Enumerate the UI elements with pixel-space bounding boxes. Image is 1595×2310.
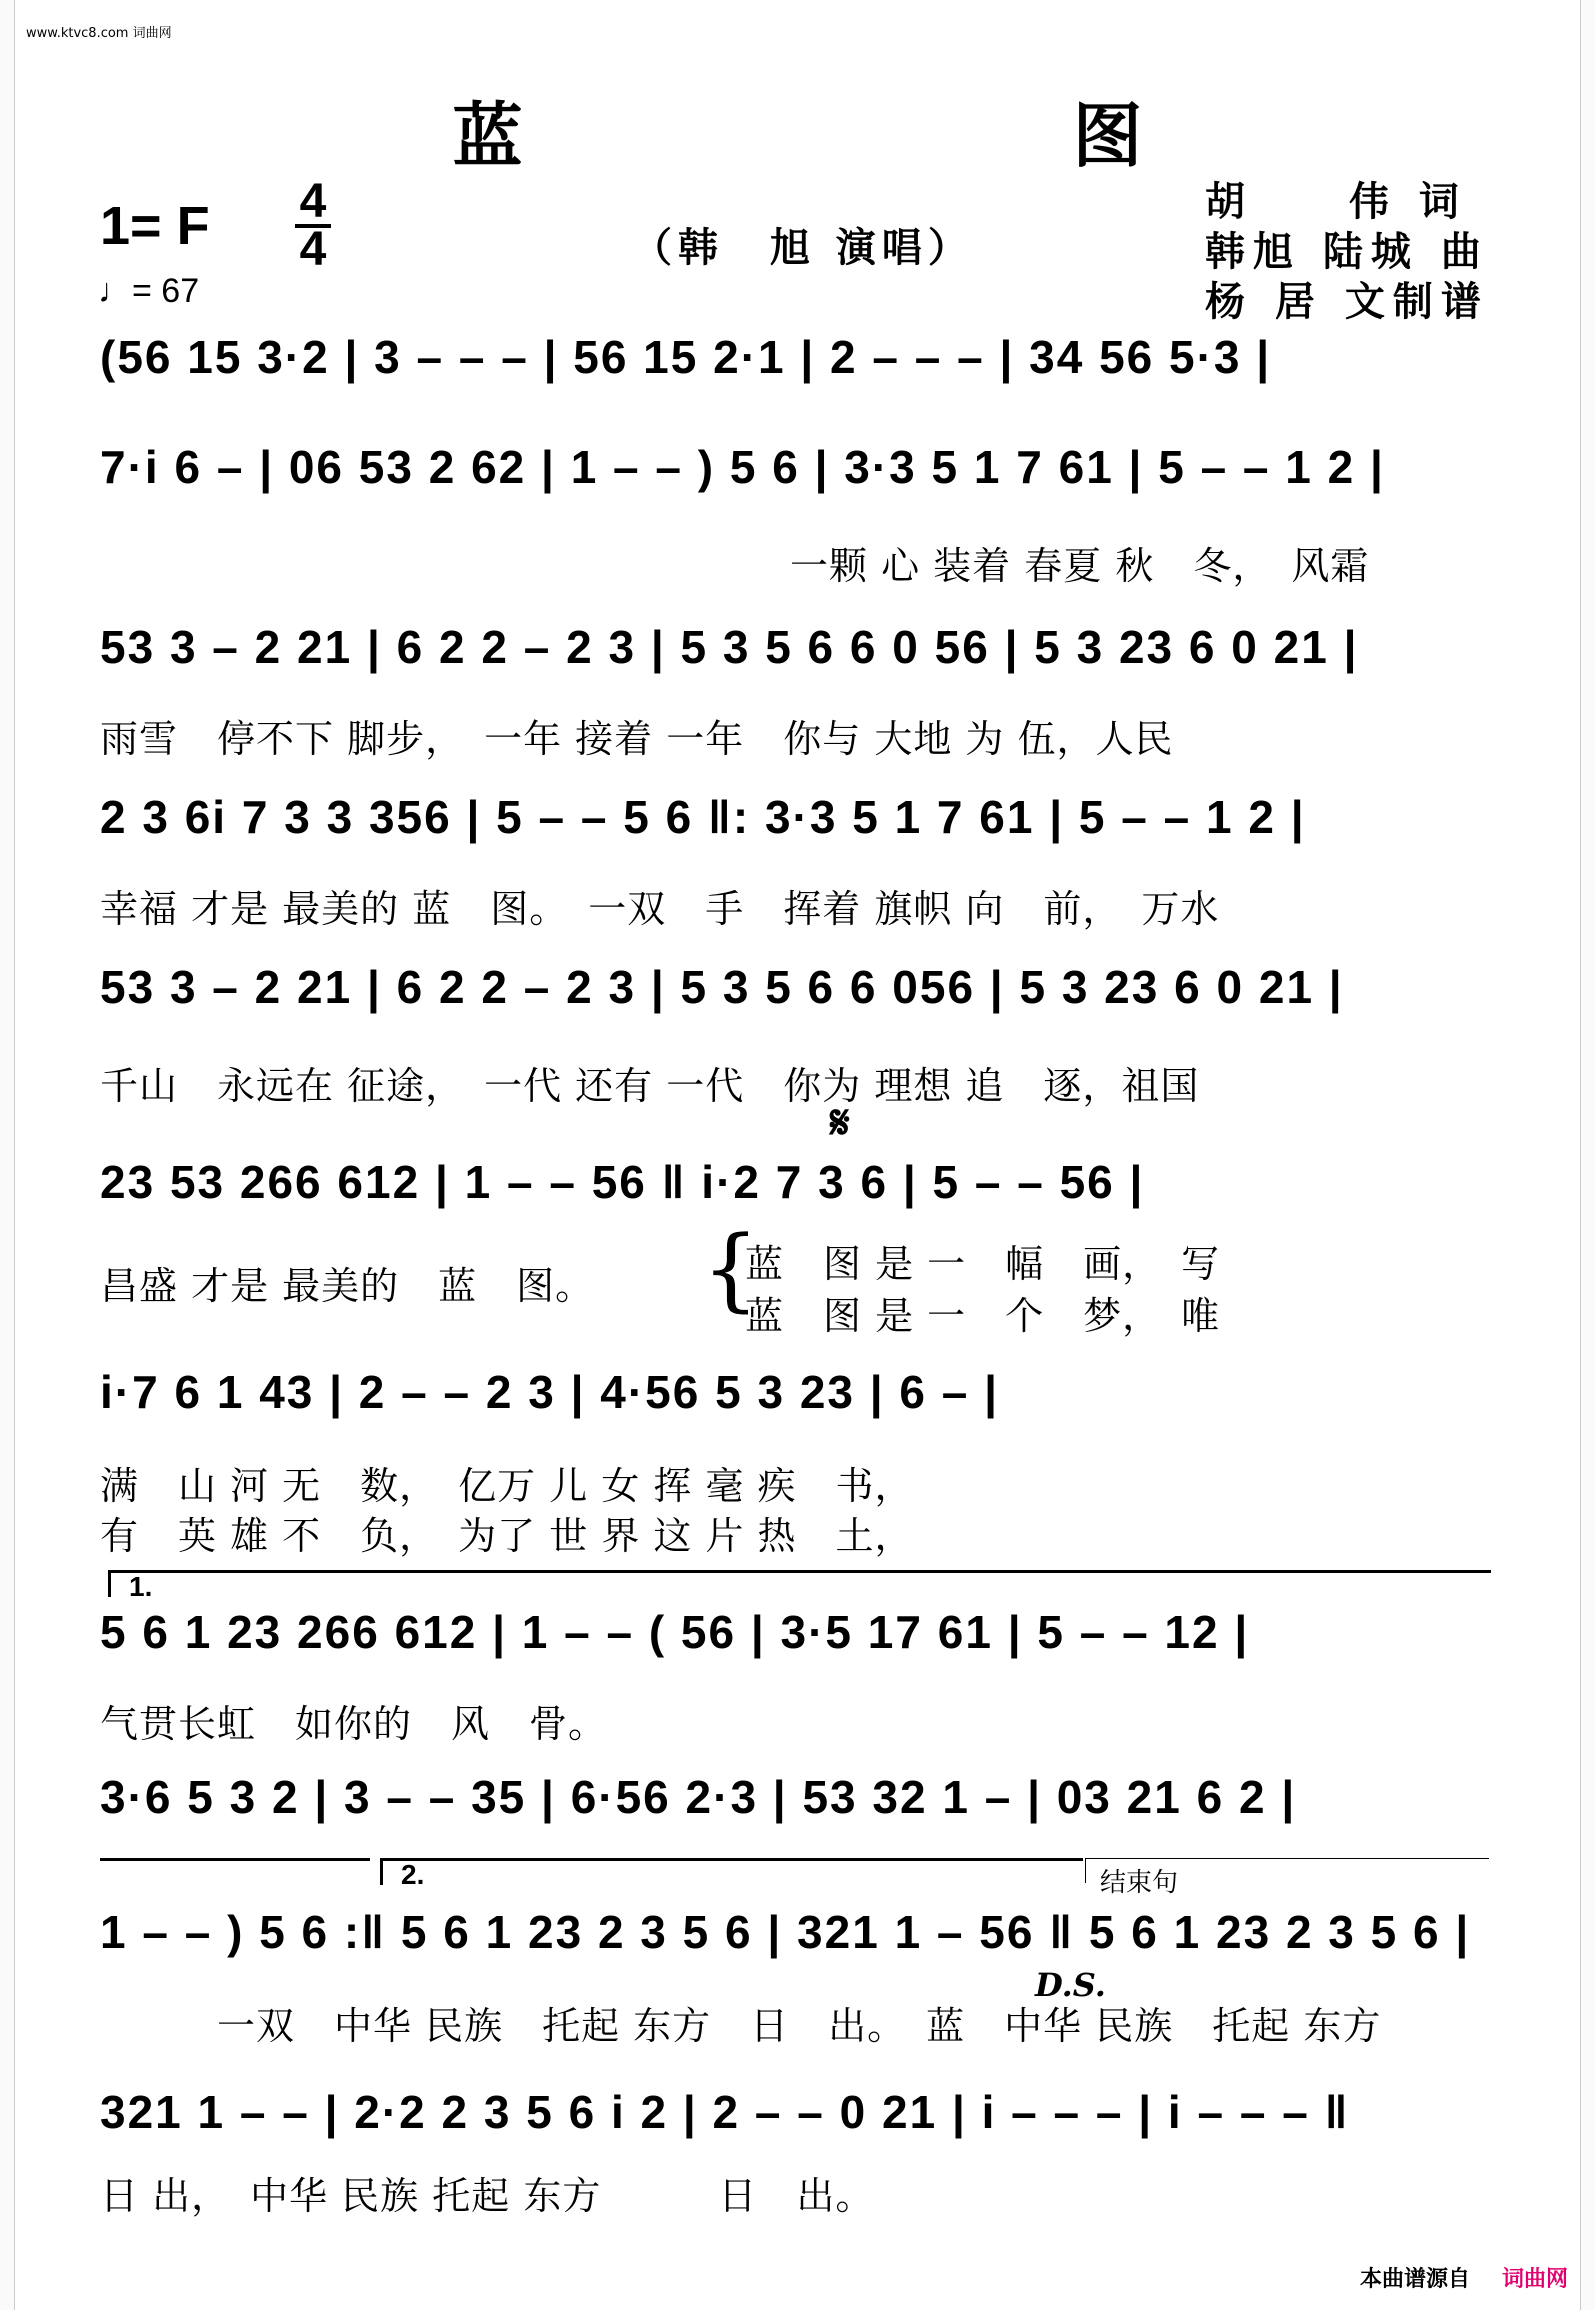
first-ending-label: 1. <box>129 1571 153 1602</box>
staff-system-1 <box>100 330 1488 390</box>
segno-sign: 𝄋 <box>830 1095 850 1149</box>
lyric-verse-2: 蓝 图 是 一 个 梦， 唯 <box>745 1294 1221 1338</box>
notation-line: 5 6 1 23 266 612 | 1 – – ( 56 | 3·5 17 61 | 5 – – 12 | <box>100 1606 1250 1658</box>
second-ending-label: 2. <box>401 1859 425 1890</box>
lyric-line: 雨雪 停不下 脚步， 一年 接着 一年 你与 大地 为 伍，人民 <box>100 717 1174 761</box>
notation-line: (56 15 3·2 | 3 – – – | 56 15 2·1 | 2 – – – | 34 56 5·3 | <box>100 331 1272 383</box>
performer: （韩 旭 演唱） <box>632 224 974 271</box>
staff-system-9 <box>100 1770 1488 1830</box>
dal-segno-mark: D.S. <box>1035 1966 1106 2004</box>
staff-system-10 <box>100 1905 1488 1965</box>
staff-system-5 <box>100 960 1488 1020</box>
lyric-line: 日 出， 中华 民族 托起 东方 日 出。 <box>100 2174 875 2218</box>
time-top: 4 <box>299 175 327 228</box>
notation-line: 53 3 – 2 21 | 6 2 2 – 2 3 | 5 3 5 6 6 056 | 5 3 23 6 0 21 | <box>100 961 1344 1013</box>
watermark: www.ktvc8.com 词曲网 <box>26 26 172 41</box>
lyric-verse-1: 满 山 河 无 数， 亿万 儿 女 挥 毫 疾 书， <box>100 1464 914 1508</box>
staff-system-8 <box>100 1605 1488 1665</box>
lyric-line: 昌盛 才是 最美的 蓝 图。 <box>100 1264 595 1308</box>
notation-line: 1 – – ) 5 6 :‖ 5 6 1 23 2 3 5 6 | 321 1 – 56 ‖ 5 6 1 23 2 3 5 6 | <box>100 1906 1471 1958</box>
footer-source: 本曲谱源自 <box>1360 2267 1471 2292</box>
time-signature <box>295 175 331 276</box>
notation-line: 23 53 266 612 | 1 – – 56 ‖ i·2 7 3 6 | 5 – – 56 | <box>100 1156 1145 1208</box>
notation-line: 321 1 – – | 2·2 2 3 5 6 i 2 | 2 – – 0 21 | i – – – | i – – – ‖ <box>100 2086 1350 2138</box>
tempo-marking: ♩= 67 <box>98 272 200 310</box>
key-signature: 1= F <box>100 196 210 256</box>
second-ending-bracket <box>380 1858 1083 1890</box>
left-margin-strip <box>0 0 15 2310</box>
lyric-line: 一双 中华 民族 托起 东方 日 出。 蓝 中华 民族 托起 东方 <box>100 2004 1382 2048</box>
staff-system-6 <box>100 1155 1488 1215</box>
credit-composer: 韩旭 陆城 曲 <box>1205 228 1489 275</box>
staff-system-3 <box>100 620 1488 680</box>
staff-system-2 <box>100 440 1488 500</box>
right-margin-strip <box>1580 0 1595 2310</box>
staff-system-7 <box>100 1365 1488 1425</box>
footer-site-link[interactable]: 词曲网 <box>1502 2267 1569 2292</box>
lyric-line: 幸福 才是 最美的 蓝 图。 一双 手 挥着 旗帜 向 前， 万水 <box>100 887 1220 931</box>
lyric-line: 气贯长虹 如你的 风 骨。 <box>100 1702 608 1746</box>
time-bottom: 4 <box>299 223 327 276</box>
ending-phrase-label: 结束句 <box>1100 1868 1179 1898</box>
credit-lyricist: 胡 伟 词 <box>1205 178 1467 225</box>
staff-system-4 <box>100 790 1488 850</box>
credit-transcriber: 杨 居 文制谱 <box>1205 278 1489 325</box>
lyric-line: 千山 永远在 征途， 一代 还有 一代 你为 理想 追 逐，祖国 <box>100 1064 1200 1108</box>
lyric-line: 一颗 心 装着 春夏 秋 冬， 风霜 <box>790 544 1370 588</box>
notation-line: 3·6 5 3 2 | 3 – – 35 | 6·56 2·3 | 53 32 1 – | 03 21 6 2 | <box>100 1771 1297 1823</box>
first-ending-bracket <box>108 1570 1491 1602</box>
staff-system-11 <box>100 2085 1488 2145</box>
notation-line: 7·i 6 – | 06 53 2 62 | 1 – – ) 5 6 | 3·3 5 1 7 61 | 5 – – 1 2 | <box>100 441 1385 493</box>
lyric-verse-1: 蓝 图 是 一 幅 画， 写 <box>745 1242 1221 1286</box>
lyric-verse-2: 有 英 雄 不 负， 为了 世 界 这 片 热 土， <box>100 1514 914 1558</box>
notation-line: i·7 6 1 43 | 2 – – 2 3 | 4·56 5 3 23 | 6 – | <box>100 1366 1000 1418</box>
notation-line: 53 3 – 2 21 | 6 2 2 – 2 3 | 5 3 5 6 6 0 56 | 5 3 23 6 0 21 | <box>100 621 1359 673</box>
notation-line: 2 3 6i 7 3 3 356 | 5 – – 5 6 ‖: 3·3 5 1 7 61 | 5 – – 1 2 | <box>100 791 1306 843</box>
song-title: 蓝 图 <box>452 94 1383 177</box>
first-ending-bracket-end <box>100 1858 370 1861</box>
verse-brace: { <box>702 1217 760 1322</box>
